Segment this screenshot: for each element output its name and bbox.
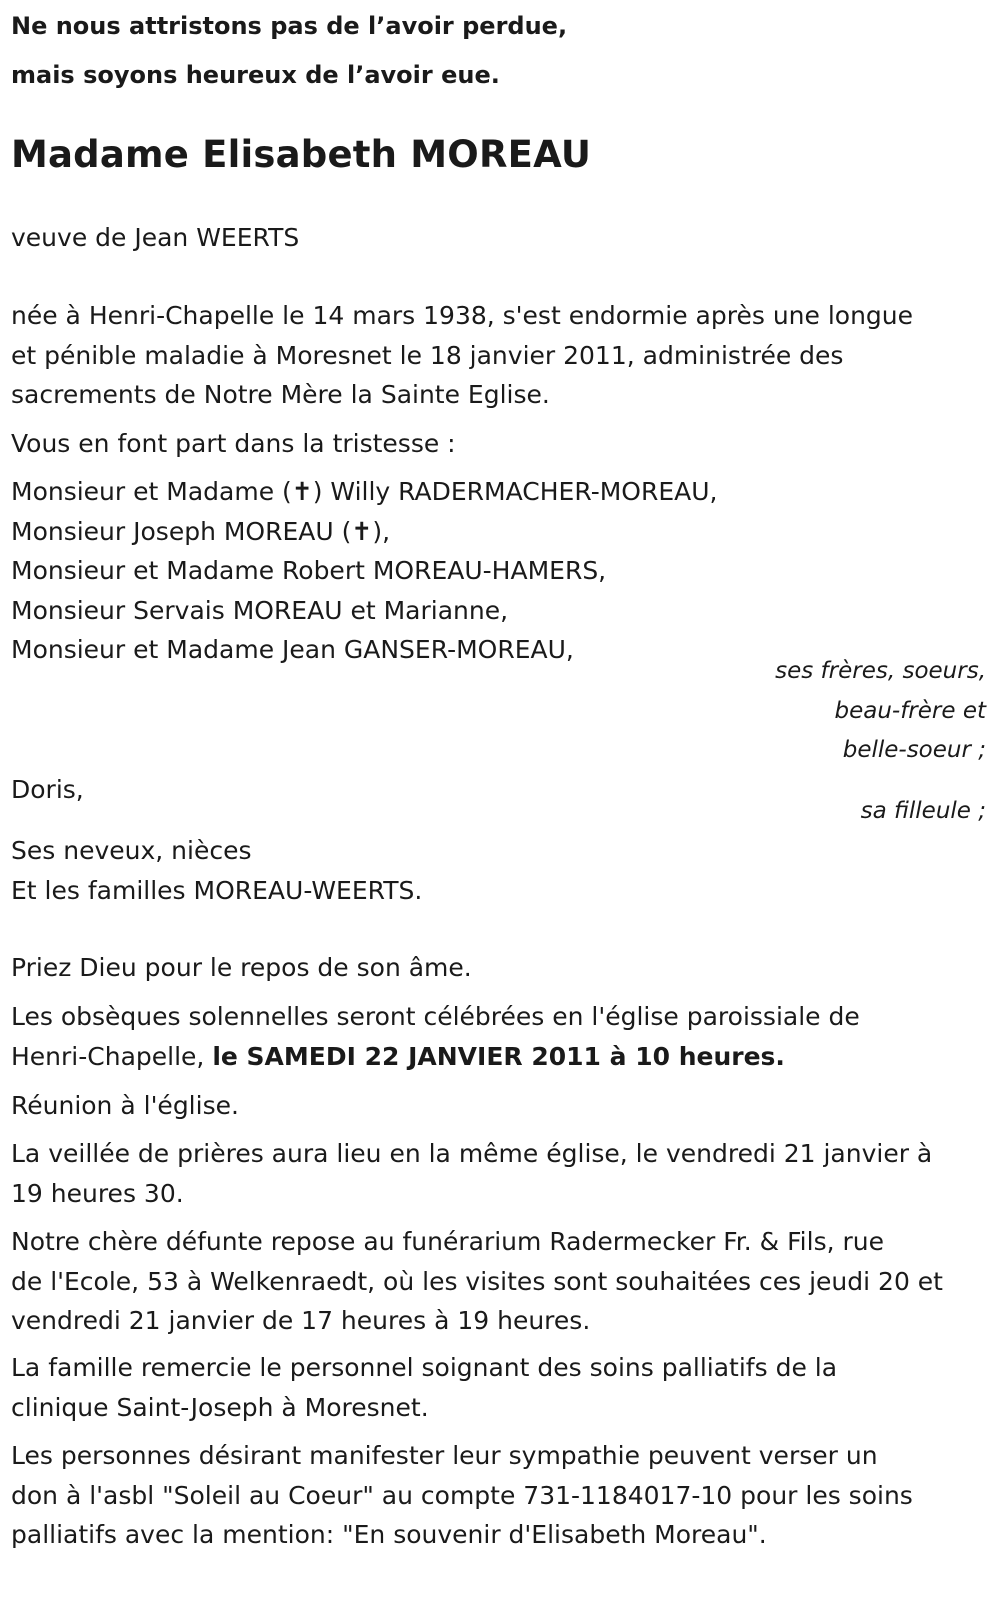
announcement: Vous en font part dans la tristesse : [11,429,456,458]
meeting-line: Réunion à l'église. [11,1091,239,1120]
sibling-line: Monsieur et Madame Robert MOREAU-HAMERS, [11,556,607,585]
relation-label: beau-frère et [834,697,986,724]
epigraph-line: mais soyons heureux de l’avoir eue. [11,61,500,89]
birth-line: et pénible maladie à Moresnet le 18 janvier 2011, administrée des [11,340,844,370]
sibling-line: Monsieur et Madame (✝) Willy RADERMACHER-MOREAU, [11,477,718,506]
donation-line: palliatifs avec la mention: "En souvenir d'Elisabeth Moreau". [11,1520,767,1549]
sibling-line: Monsieur et Madame Jean GANSER-MOREAU, [11,635,574,664]
sibling-line: Monsieur Joseph MOREAU (✝), [11,516,391,546]
relation-label: sa filleule ; [860,798,986,824]
funeral-place: Henri-Chapelle, [11,1041,213,1071]
repose-line: Notre chère défunte repose au funérarium Radermecker Fr. & Fils, rue [11,1227,884,1256]
relation-label: ses frères, soeurs, [775,658,986,684]
goddaughter-name: Doris, [11,775,84,804]
funeral-line: Les obsèques solennelles seront célébrées en l'église paroissiale de [11,1002,860,1031]
vigil-line: 19 heures 30. [11,1178,184,1208]
repose-line: de l'Ecole, 53 à Welkenraedt, où les visites sont souhaitées ces jeudi 20 et [11,1266,943,1296]
thanks-line: La famille remercie le personnel soignant des soins palliatifs de la [11,1353,838,1382]
prayer-line: Priez Dieu pour le repos de son âme. [11,953,472,982]
relation-label: belle-soeur ; [842,737,986,763]
widow-of: veuve de Jean WEERTS [11,223,300,252]
others-line: Ses neveux, nièces [11,836,252,865]
birth-line: sacrements de Notre Mère la Sainte Eglise. [11,380,550,409]
sibling-line: Monsieur Servais MOREAU et Marianne, [11,595,509,625]
repose-line: vendredi 21 janvier de 17 heures à 19 heures. [11,1306,591,1335]
funeral-date: le SAMEDI 22 JANVIER 2011 à 10 heures. [212,1041,785,1071]
donation-line: Les personnes désirant manifester leur sympathie peuvent verser un [11,1441,878,1470]
epigraph [11,2,986,100]
birth-line: née à Henri-Chapelle le 14 mars 1938, s'est endormie après une longue [11,301,914,330]
epigraph-line: Ne nous attristons pas de l’avoir perdue, [11,12,568,40]
vigil-line: La veillée de prières aura lieu en la même église, le vendredi 21 janvier à [11,1139,933,1168]
deceased-name: Madame Elisabeth MOREAU [11,133,592,176]
funeral-line [11,1037,785,1077]
donation-line: don à l'asbl "Soleil au Coeur" au compte 731-1184017-10 pour les soins [11,1480,913,1510]
thanks-line: clinique Saint-Joseph à Moresnet. [11,1392,429,1422]
others-line: Et les familles MOREAU-WEERTS. [11,875,423,905]
